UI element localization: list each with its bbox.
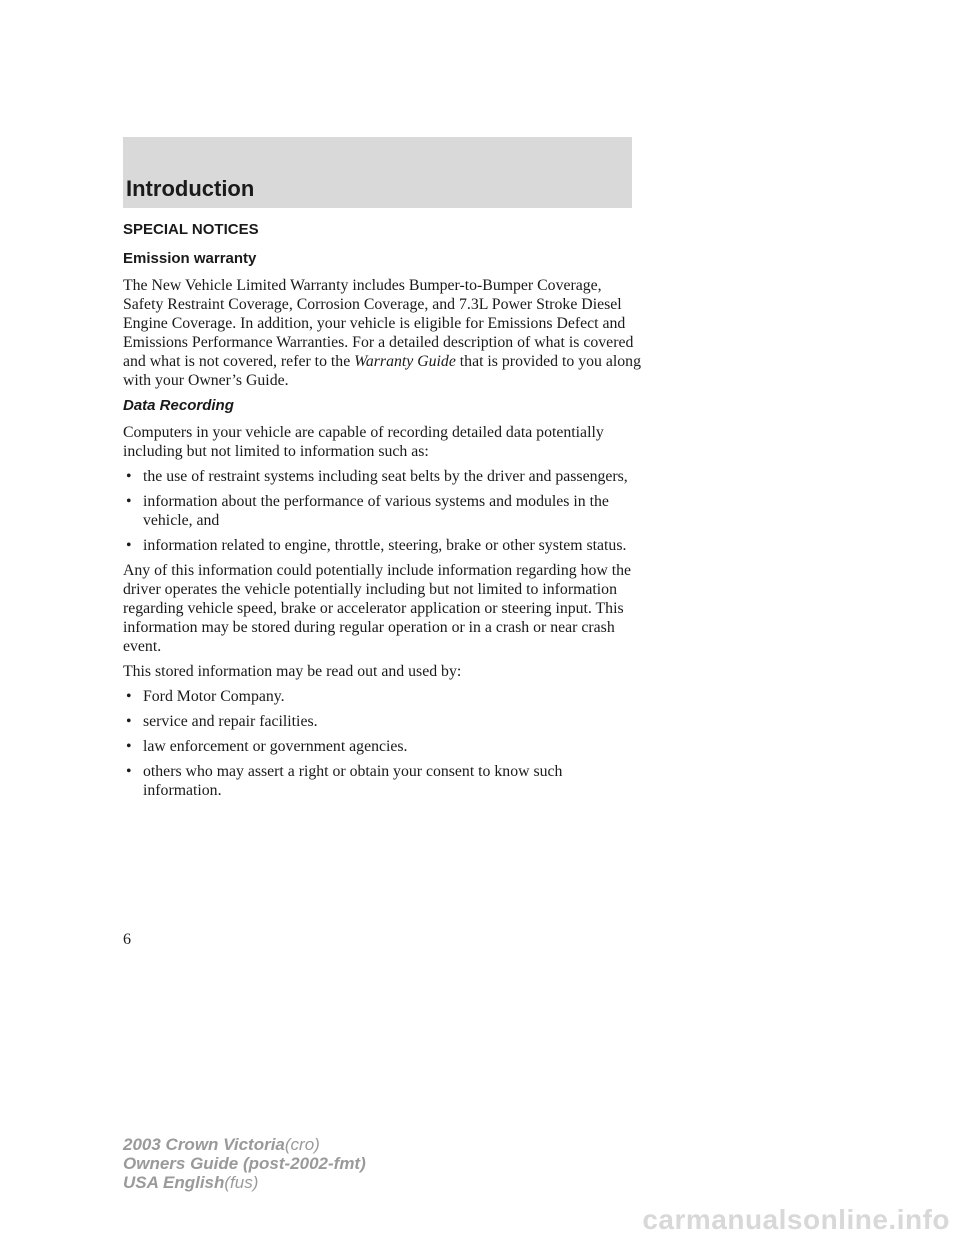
list-item: • the use of restraint systems including seat belts by the driver and passengers,: [126, 468, 628, 485]
emission-text-before: The New Vehicle Limited Warranty includes Bumper-to-Bumper Coverage, Safety Restraint Coverage, Corrosion Coverage, and 7.3L Power Stroke Diesel Engine Coverage. In addition, your vehicle is eligible for Emissions Defect and Emissions Performance Warranties. For a detailed description of what is covered and what is not covered, refer to the: [123, 277, 634, 370]
driver-info-paragraph: Any of this information could potentially include information regarding how the driver operates the vehicle potentially including but not limited to information regarding vehicle speed, brake or accelerator application or steering input. This information may be stored during regular operation or in a crash or near crash event.: [123, 562, 632, 655]
list-item: • information about the performance of various systems and modules in the vehicle, and: [126, 493, 609, 529]
emission-warranty-heading: Emission warranty: [123, 250, 257, 267]
site-watermark: carmanualsonline.info: [642, 1204, 950, 1235]
info-users-list: [123, 687, 643, 800]
footer-line-language: USA English(fus): [123, 1173, 259, 1192]
list-item: • law enforcement or government agencies.: [126, 738, 408, 755]
emission-warranty-paragraph: [123, 276, 643, 390]
data-recording-heading: Data Recording: [123, 397, 234, 414]
data-recording-intro: Computers in your vehicle are capable of recording detailed data potentially including but not limited to information such as:: [123, 424, 604, 460]
bullet-icon: •: [126, 468, 132, 485]
bullet-icon: •: [126, 537, 132, 554]
list-item: • Ford Motor Company.: [126, 688, 285, 705]
bullet-icon: •: [126, 763, 132, 780]
footer-line-guide: Owners Guide (post-2002-fmt): [123, 1154, 366, 1173]
emission-text-after: that is provided to you along with your Owner’s Guide.: [123, 353, 641, 389]
bullet-icon: •: [126, 738, 132, 755]
section-header-title: Introduction: [126, 176, 255, 201]
document-footer: [123, 1135, 366, 1192]
list-item: • service and repair facilities.: [126, 713, 318, 730]
page-content: [123, 220, 643, 806]
page-number: 6: [123, 931, 131, 948]
bullet-icon: •: [126, 688, 132, 705]
bullet-icon: •: [126, 713, 132, 730]
list-item: • others who may assert a right or obtain your consent to know such information.: [126, 763, 563, 799]
list-item: • information related to engine, throttle, steering, brake or other system status.: [126, 537, 627, 554]
warranty-guide-title: Warranty Guide: [354, 353, 456, 370]
special-notices-heading: SPECIAL NOTICES: [123, 221, 259, 238]
footer-line-model: 2003 Crown Victoria(cro): [123, 1135, 320, 1154]
recorded-data-list: [123, 467, 643, 555]
stored-info-paragraph: This stored information may be read out and used by:: [123, 663, 462, 680]
bullet-icon: •: [126, 493, 132, 510]
